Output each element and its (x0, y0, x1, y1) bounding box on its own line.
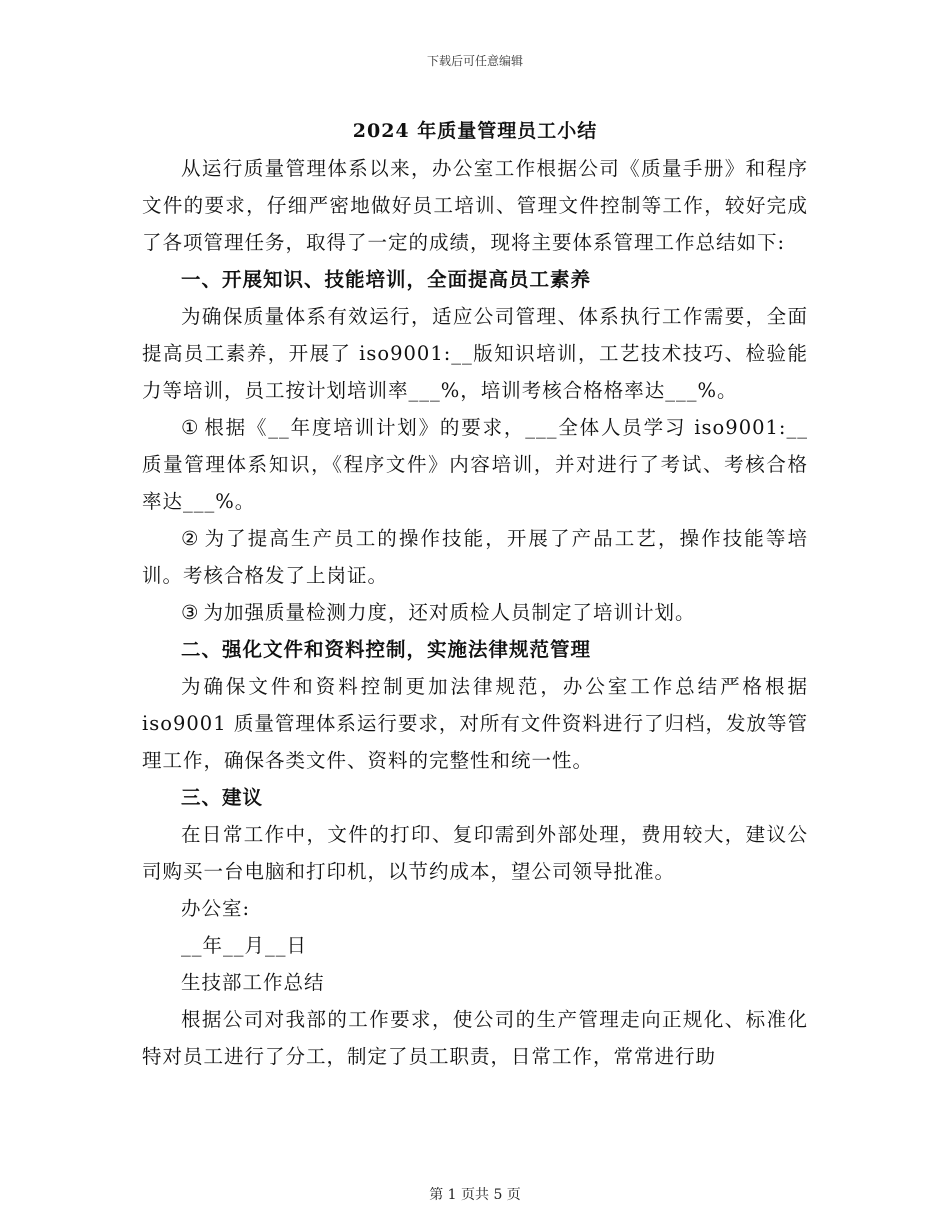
date-line: __年__月__日 (181, 934, 308, 957)
section-3-heading: 三、建议 (181, 786, 264, 809)
item-number: ① (181, 416, 201, 439)
document-body (142, 113, 808, 1075)
page-footer-note: 第 1 页共 5 页 (429, 1187, 521, 1203)
section-1-item-1 (142, 409, 808, 520)
section-2-paragraph: 为确保文件和资料控制更加法律规范，办公室工作总结严格根据 iso9001 质量管理体系运行要求，对所有文件资料进行了归档，发放等管理工作，确保各类文件、资料的完整性和统一性。 (142, 675, 808, 772)
document-title: 2024 年质量管理员工小结 (352, 120, 598, 142)
section-1-heading: 一、开展知识、技能培训，全面提高员工素养 (181, 268, 592, 291)
item-number: ③ (181, 601, 200, 624)
section-1-item-2 (142, 520, 808, 594)
item-number: ② (181, 527, 201, 550)
next-section-paragraph: 根据公司对我部的工作要求，使公司的生产管理走向正规化、标准化特对员工进行了分工，制定了员工职责，日常工作，常常进行助 (142, 1008, 808, 1068)
signature-line: 办公室: (181, 897, 251, 920)
next-section-title: 生技部工作总结 (181, 971, 325, 994)
page-header-note: 下载后可任意编辑 (426, 54, 523, 68)
item-text: 根据《__年度培训计划》的要求，___全体人员学习 iso9001:__质量管理体系知识，《程序文件》内容培训，并对进行了考试、考核合格率达___%。 (142, 416, 808, 513)
section-1-item-3 (142, 594, 808, 631)
section-3-paragraph: 在日常工作中，文件的打印、复印需到外部处理，费用较大，建议公司购买一台电脑和打印机，以节约成本，望公司领导批准。 (142, 823, 808, 883)
item-text: 为加强质量检测力度，还对质检人员制定了培训计划。 (203, 601, 696, 624)
section-1-paragraph: 为确保质量体系有效运行，适应公司管理、体系执行工作需要，全面提高员工素养，开展了 iso9001:__版知识培训，工艺技术技巧、检验能力等培训，员工按计划培训率___%，培训考核合格格率达___%。 (142, 305, 808, 402)
section-2-heading: 二、强化文件和资料控制，实施法律规范管理 (181, 638, 592, 661)
item-text: 为了提高生产员工的操作技能，开展了产品工艺，操作技能等培训。考核合格发了上岗证。 (142, 527, 808, 587)
intro-paragraph: 从运行质量管理体系以来，办公室工作根据公司《质量手册》和程序文件的要求，仔细严密地做好员工培训、管理文件控制等工作，较好完成了各项管理任务，取得了一定的成绩，现将主要体系管理工作总结如下: (142, 157, 808, 254)
